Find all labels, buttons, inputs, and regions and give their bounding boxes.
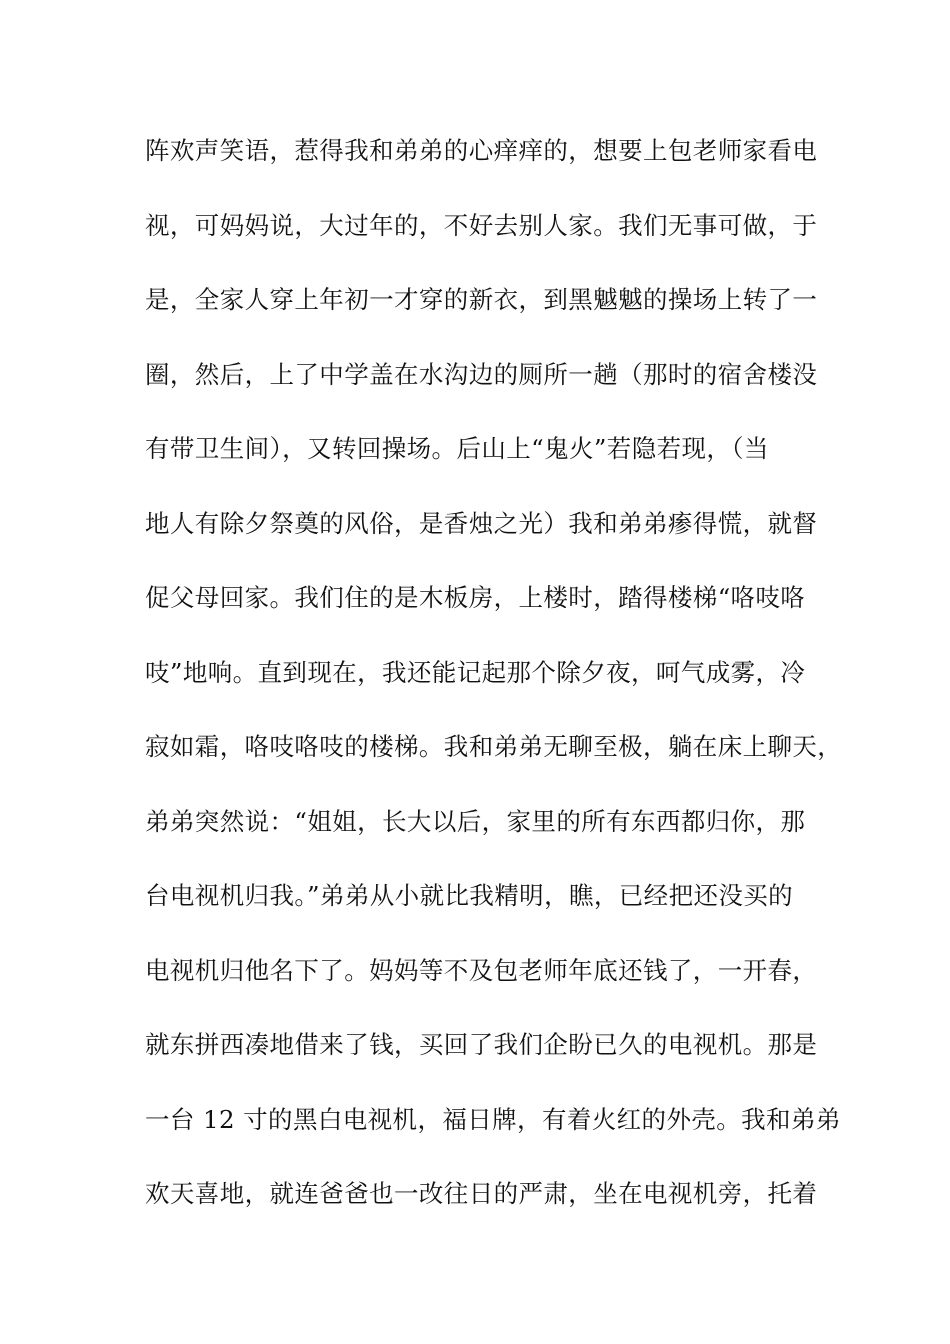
text-line: 寂如霜，咯吱咯吱的楼梯。我和弟弟无聊至极，躺在床上聊天， xyxy=(145,732,843,761)
text-line: 一台 12 寸的黑白电视机，福日牌，有着火红的外壳。我和弟弟 xyxy=(145,1104,841,1134)
text-line: 电视机归他名下了。妈妈等不及包老师年底还钱了，一开春， xyxy=(145,955,818,985)
text-line: 圈，然后，上了中学盖在水沟边的厕所一趟（那时的宿舍楼没 xyxy=(145,359,818,389)
body-text xyxy=(145,131,843,1249)
text-line: 就东拼西凑地借来了钱，买回了我们企盼已久的电视机。那是 xyxy=(145,1030,818,1059)
text-line: 视，可妈妈说，大过年的，不好去别人家。我们无事可做，于 xyxy=(145,210,818,240)
text-line: 促父母回家。我们住的是木板房，上楼时，踏得楼梯“咯吱咯 xyxy=(145,583,806,612)
text-line: 有带卫生间），又转回操场。后山上“鬼火”若隐若现，（当 xyxy=(145,434,769,463)
text-line: 吱”地响。直到现在，我还能记起那个除夕夜，呵气成雾，冷 xyxy=(145,657,806,687)
text-line: 欢天喜地，就连爸爸也一改往日的严肃，坐在电视机旁，托着 xyxy=(145,1179,818,1208)
text-line: 阵欢声笑语，惹得我和弟弟的心痒痒的，想要上包老师家看电 xyxy=(145,136,818,165)
text-line: 地人有除夕祭奠的风俗，是香烛之光）我和弟弟瘆得慌，就督 xyxy=(145,508,818,538)
text-line: 弟弟突然说：“姐姐，长大以后，家里的所有东西都归你，那 xyxy=(145,806,806,836)
text-line: 台电视机归我。”弟弟从小就比我精明，瞧，已经把还没买的 xyxy=(145,881,794,910)
text-line: 是，全家人穿上年初一才穿的新衣，到黑魆魆的操场上转了一 xyxy=(145,285,818,314)
